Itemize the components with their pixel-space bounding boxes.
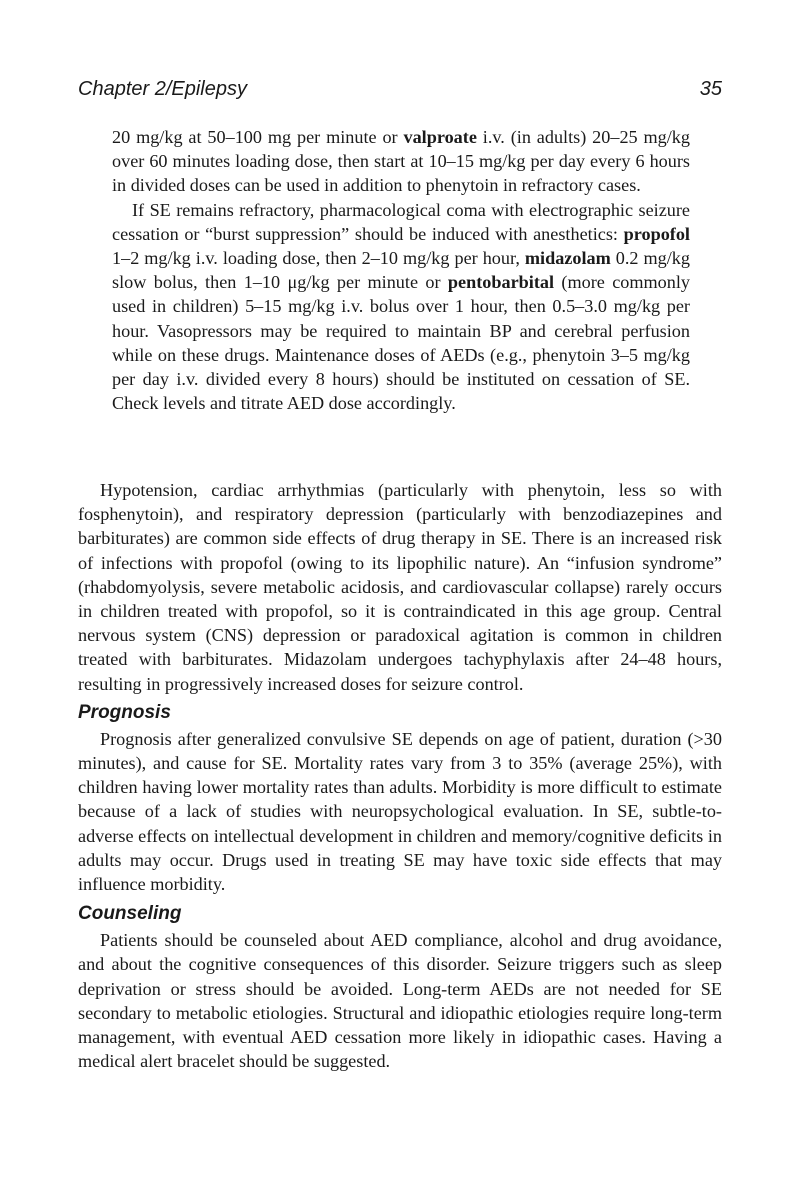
drug-name-midazolam: midazolam [524, 248, 611, 269]
drug-name-propofol: propofol [623, 223, 690, 244]
text-run: 20 mg/kg at 50–100 mg per minute or [112, 127, 404, 147]
chapter-title: Chapter 2/Epilepsy [78, 78, 247, 100]
counseling-heading: Counseling [78, 903, 182, 925]
side-effects-paragraph: Hypotension, cardiac arrhythmias (particularly with phenytoin, less so with fosphenytoin), and respiratory depression (particularly with benzodiazepines and barbiturates) are common side effects of drug therapy in SE. There is an increased risk of infections with propofol (owing to its lipophilic nature). An “infusion syndrome” (rhabdomyolysis, severe metabolic acidosis, and cardiovascular collapse) rarely occurs in children treated with propofol, so it is contraindicated in this age group. Central nervous system (CNS) depression or paradoxical agitation is common in children treated with barbiturates. Midazolam undergoes tachyphylaxis after 24–48 hours, resulting in progressively increased doses for seizure control. [78, 480, 722, 694]
running-head [78, 78, 722, 108]
text-run: 0.2 mg/kg slow bolus, then 1–10 μg/kg per minute or [112, 248, 690, 293]
main-text [78, 478, 722, 1073]
drug-name-pentobarbital: pentobarbital [447, 272, 555, 293]
prognosis-heading: Prognosis [78, 701, 171, 723]
page-number: 35 [699, 78, 722, 100]
counseling-paragraph: Patients should be counseled about AED compliance, alcohol and drug avoidance, and about the cognitive consequences of this disorder. Seizure triggers such as sleep deprivation or stress should be avoided. Long-term AEDs are not needed for SE secondary to metabolic etiologies. Structural and idiopathic etiologies require long-term management, with eventual AED cessation more likely in idiopathic cases. Having a medical alert bracelet should be suggested. [78, 930, 722, 1072]
text-run: (more commonly used in children) 5–15 mg/kg i.v. bolus over 1 hour, then 0.5–3.0 mg/kg per hour. Vasopressors may be required to maintain BP and cerebral perfusion while on these drugs. Maintenance doses of AEDs (e.g., phenytoin 3–5 mg/kg per day i.v. divided every 8 hours) should be instituted on cessation of SE. Check levels and titrate AED dose accordingly. [112, 272, 690, 414]
text-run: 1–2 mg/kg i.v. loading dose, then 2–10 mg/kg per hour, [112, 248, 525, 269]
refractory-se-paragraph [112, 198, 690, 416]
text-run: If SE remains refractory, pharmacological coma with electrographic seizure cessation or “burst suppression” should be induced with anesthetics: [112, 199, 690, 244]
drug-name-valproate: valproate [403, 127, 477, 147]
valproate-paragraph [112, 125, 690, 198]
text-run: i.v. (in adults) 20–25 mg/kg over 60 minutes loading dose, then start at 10–15 mg/kg per day every 6 hours in divided doses can be used in addition to phenytoin in refractory cases. [112, 127, 690, 196]
prognosis-paragraph: Prognosis after generalized convulsive SE depends on age of patient, duration (>30 minutes), and cause for SE. Mortality rates vary from 3 to 35% (average 25%), with children having lower mortality rates than adults. Morbidity is more difficult to estimate because of a lack of studies with neuropsychological evaluation. In SE, subtle-to-adverse effects on intellectual development in children and memory/cognitive deficits in adults may occur. Drugs used in treating SE may have toxic side effects that may influence morbidity. [78, 728, 722, 895]
dosing-block [112, 125, 690, 415]
